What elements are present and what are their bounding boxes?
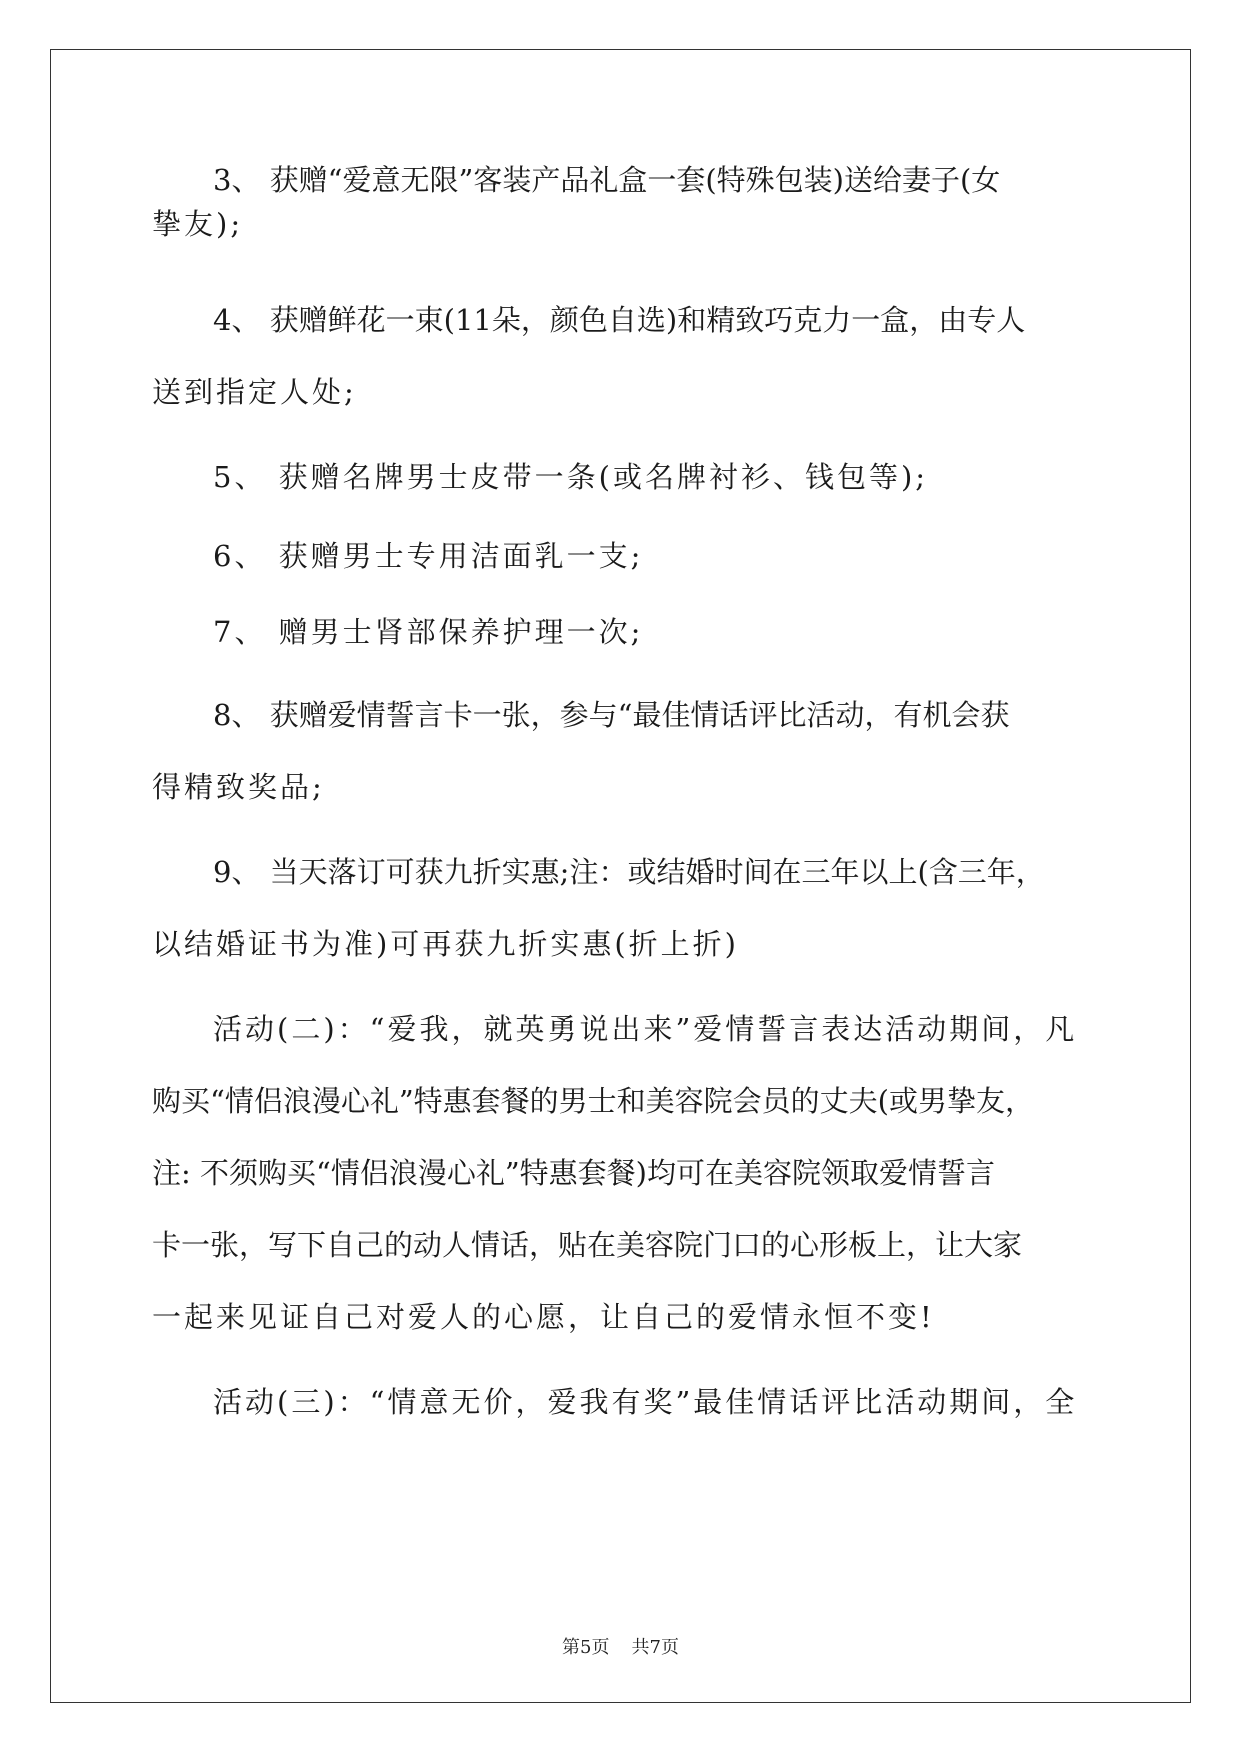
text-line: 注: 不须购买“情侣浪漫心礼”特惠套餐)均可在美容院领取爱情誓言 bbox=[152, 1156, 995, 1190]
page-number: 第5页 bbox=[562, 1637, 610, 1658]
text-line: 购买“情侣浪漫心礼”特惠套餐的男士和美容院会员的丈夫(或男挚友， bbox=[152, 1084, 1034, 1118]
text-line: 送到指定人处; bbox=[152, 375, 357, 409]
text-line: 3、 获赠“爱意无限”客装产品礼盒一套(特殊包装)送给妻子(女 bbox=[213, 163, 1001, 197]
text-line: 5、 获赠名牌男士皮带一条(或名牌衬衫、钱包等); bbox=[213, 460, 929, 494]
text-line: 卡一张，写下自己的动人情话，贴在美容院门口的心形板上，让大家 bbox=[152, 1228, 1023, 1262]
text-line: 活动(三)：“情意无价，爱我有奖”最佳情话评比活动期间，全 bbox=[213, 1385, 1078, 1419]
text-line: 一起来见证自己对爱人的心愿，让自己的爱情永恒不变! bbox=[152, 1300, 935, 1334]
text-line: 4、 获赠鲜花一束(11朵，颜色自选)和精致巧克力一盒，由专人 bbox=[213, 303, 1026, 337]
page-total: 共7页 bbox=[631, 1637, 679, 1658]
text-line: 8、 获赠爱情誓言卡一张，参与“最佳情话评比活动，有机会获 bbox=[213, 698, 1010, 732]
text-line: 6、 获赠男士专用洁面乳一支; bbox=[213, 539, 644, 573]
text-line: 7、 赠男士肾部保养护理一次; bbox=[213, 615, 644, 649]
text-line: 9、 当天落订可获九折实惠;注：或结婚时间在三年以上(含三年， bbox=[213, 855, 1045, 889]
text-line: 挚友); bbox=[152, 207, 244, 241]
text-line: 得精致奖品; bbox=[152, 770, 325, 804]
page-footer bbox=[0, 1636, 1241, 1660]
text-line: 活动(二)：“爱我，就英勇说出来”爱情誓言表达活动期间，凡 bbox=[213, 1012, 1078, 1046]
text-line: 以结婚证书为准)可再获九折实惠(折上折) bbox=[152, 927, 739, 961]
